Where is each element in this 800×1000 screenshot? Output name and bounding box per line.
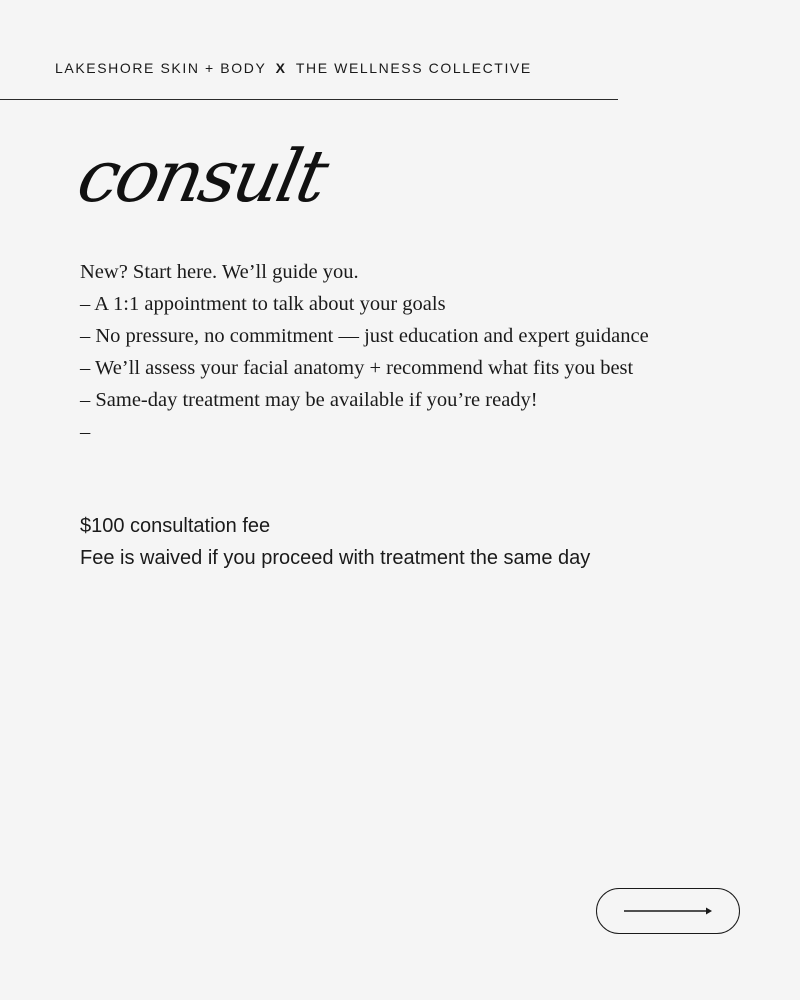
brand-separator: X xyxy=(275,60,287,76)
arrow-right-icon xyxy=(622,905,714,917)
list-item: – We’ll assess your facial anatomy + recommend what fits you best xyxy=(80,357,634,379)
list-item: – Same-day treatment may be available if you’re ready! xyxy=(80,389,538,411)
fee-price: $100 consultation fee xyxy=(80,515,271,537)
list-item: – A 1:1 appointment to talk about your goals xyxy=(80,293,446,315)
page-title: consult xyxy=(70,134,333,218)
list-item: New? Start here. We’ll guide you. xyxy=(80,261,359,283)
list-item: – xyxy=(80,421,91,443)
fee-note: Fee is waived if you proceed with treatment the same day xyxy=(80,547,591,569)
brand-left: LAKESHORE SKIN + BODY xyxy=(55,60,267,76)
consult-details-list xyxy=(80,256,649,448)
next-button[interactable] xyxy=(596,888,740,934)
brand-header xyxy=(55,60,532,76)
fee-section xyxy=(80,510,590,574)
header-divider xyxy=(0,99,618,100)
brand-right: THE WELLNESS COLLECTIVE xyxy=(295,60,532,76)
list-item: – No pressure, no commitment — just education and expert guidance xyxy=(80,325,649,347)
